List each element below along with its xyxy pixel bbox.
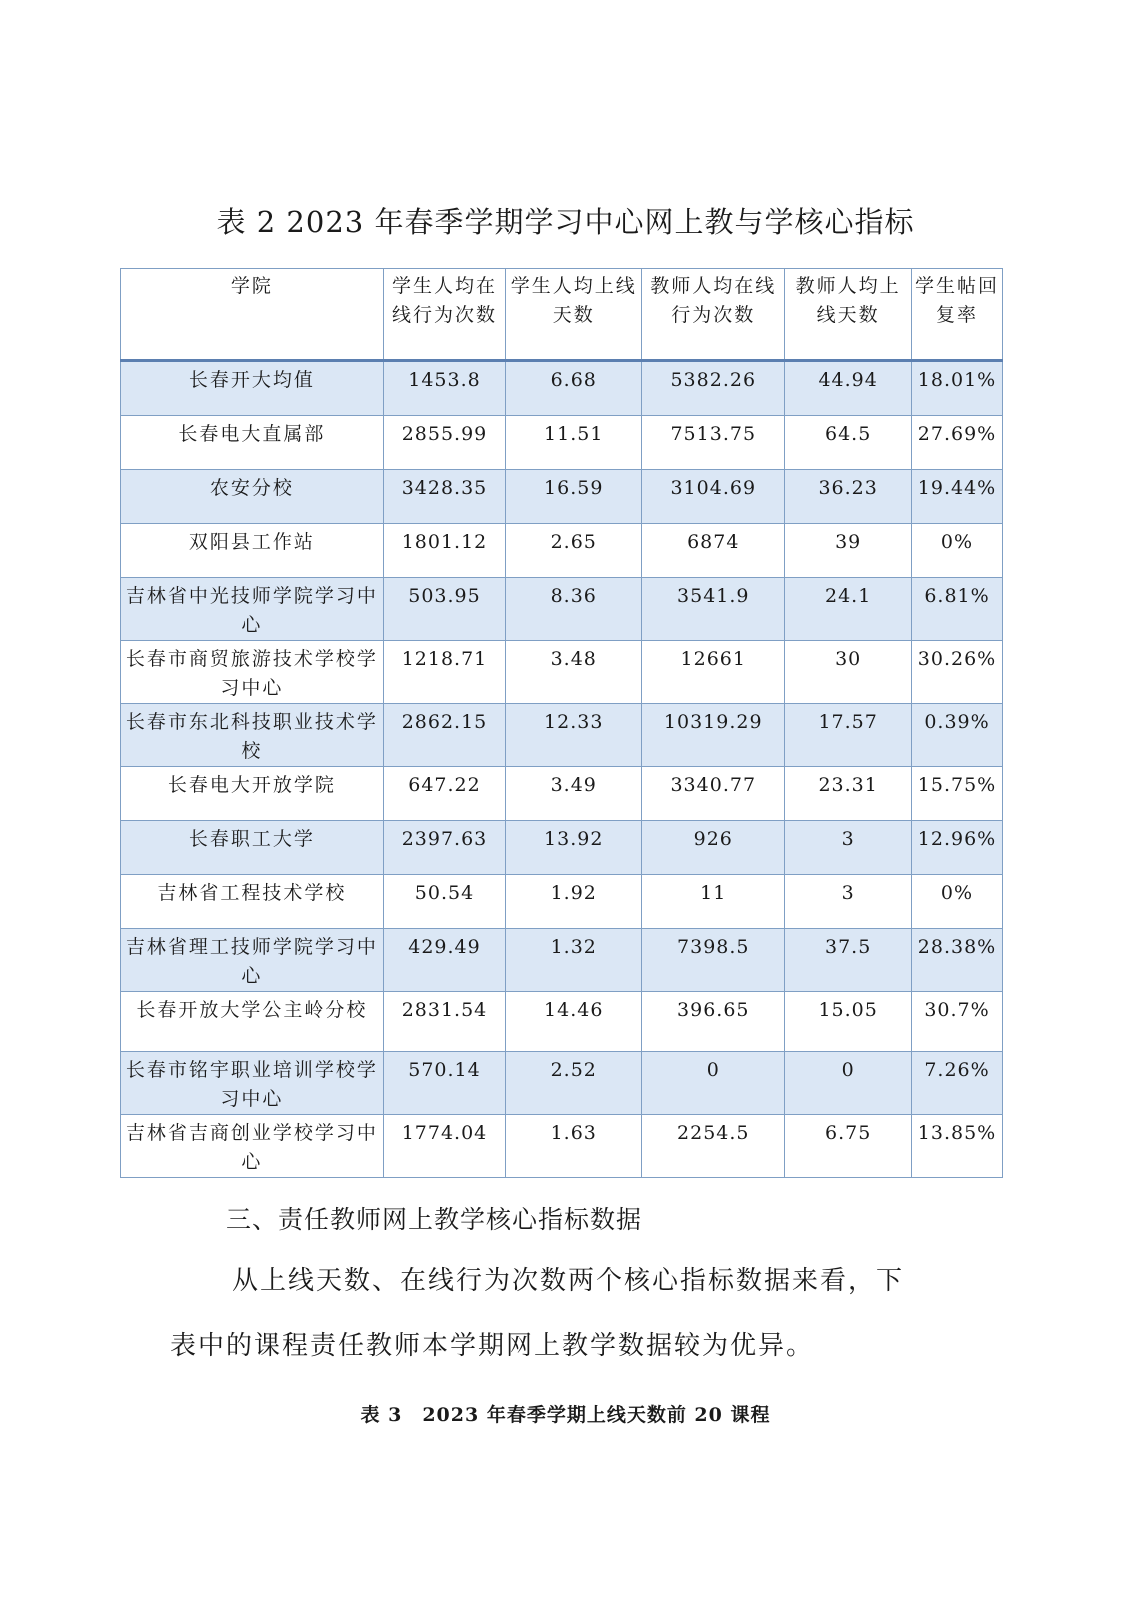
value-cell: 15.75% bbox=[912, 767, 1003, 821]
table-row bbox=[121, 704, 1003, 767]
paragraph-line: 表中的课程责任教师本学期网上教学数据较为优异。 bbox=[170, 1331, 815, 1361]
value-cell: 3 bbox=[785, 821, 912, 875]
value-cell: 0 bbox=[785, 1052, 912, 1115]
value-cell: 5382.26 bbox=[642, 361, 785, 416]
value-cell: 2254.5 bbox=[642, 1115, 785, 1178]
value-cell: 0.39% bbox=[912, 704, 1003, 767]
table-row bbox=[121, 821, 1003, 875]
college-name-cell: 长春电大开放学院 bbox=[121, 767, 384, 821]
table-row bbox=[121, 767, 1003, 821]
value-cell: 8.36 bbox=[506, 578, 642, 641]
value-cell: 2855.99 bbox=[383, 416, 506, 470]
value-cell: 0% bbox=[912, 524, 1003, 578]
college-name-cell: 吉林省吉商创业学校学习中心 bbox=[121, 1115, 384, 1178]
value-cell: 23.31 bbox=[785, 767, 912, 821]
college-name-cell: 长春职工大学 bbox=[121, 821, 384, 875]
table-row bbox=[121, 875, 1003, 929]
value-cell: 14.46 bbox=[506, 992, 642, 1052]
table-row bbox=[121, 524, 1003, 578]
value-cell: 1774.04 bbox=[383, 1115, 506, 1178]
value-cell: 17.57 bbox=[785, 704, 912, 767]
college-name-cell: 吉林省理工技师学院学习中心 bbox=[121, 929, 384, 992]
value-cell: 18.01% bbox=[912, 361, 1003, 416]
value-cell: 27.69% bbox=[912, 416, 1003, 470]
value-cell: 30.26% bbox=[912, 641, 1003, 704]
table3-caption: 表 3 2023 年春季学期上线天数前 20 课程 bbox=[360, 1404, 771, 1426]
value-cell: 1453.8 bbox=[383, 361, 506, 416]
table-row bbox=[121, 929, 1003, 992]
value-cell: 2.65 bbox=[506, 524, 642, 578]
value-cell: 44.94 bbox=[785, 361, 912, 416]
table-row bbox=[121, 1052, 1003, 1115]
value-cell: 19.44% bbox=[912, 470, 1003, 524]
college-name-cell: 双阳县工作站 bbox=[121, 524, 384, 578]
table-row bbox=[121, 416, 1003, 470]
value-cell: 503.95 bbox=[383, 578, 506, 641]
value-cell: 1.63 bbox=[506, 1115, 642, 1178]
value-cell: 10319.29 bbox=[642, 704, 785, 767]
college-name-cell: 农安分校 bbox=[121, 470, 384, 524]
value-cell: 36.23 bbox=[785, 470, 912, 524]
table-row bbox=[121, 361, 1003, 416]
value-cell: 30.7% bbox=[912, 992, 1003, 1052]
value-cell: 2831.54 bbox=[383, 992, 506, 1052]
value-cell: 12661 bbox=[642, 641, 785, 704]
value-cell: 429.49 bbox=[383, 929, 506, 992]
section-heading: 三、责任教师网上教学核心指标数据 bbox=[226, 1205, 643, 1234]
value-cell: 16.59 bbox=[506, 470, 642, 524]
college-name-cell: 吉林省中光技师学院学习中心 bbox=[121, 578, 384, 641]
value-cell: 1.92 bbox=[506, 875, 642, 929]
value-cell: 11 bbox=[642, 875, 785, 929]
value-cell: 2397.63 bbox=[383, 821, 506, 875]
value-cell: 6.68 bbox=[506, 361, 642, 416]
value-cell: 2862.15 bbox=[383, 704, 506, 767]
table-row bbox=[121, 641, 1003, 704]
value-cell: 1801.12 bbox=[383, 524, 506, 578]
value-cell: 570.14 bbox=[383, 1052, 506, 1115]
table-row bbox=[121, 470, 1003, 524]
value-cell: 0% bbox=[912, 875, 1003, 929]
value-cell: 1.32 bbox=[506, 929, 642, 992]
college-name-cell: 长春市东北科技职业技术学校 bbox=[121, 704, 384, 767]
value-cell: 3340.77 bbox=[642, 767, 785, 821]
value-cell: 7398.5 bbox=[642, 929, 785, 992]
value-cell: 28.38% bbox=[912, 929, 1003, 992]
table2-title: 表 2 2023 年春季学期学习中心网上教与学核心指标 bbox=[216, 205, 915, 239]
value-cell: 12.33 bbox=[506, 704, 642, 767]
value-cell: 6.81% bbox=[912, 578, 1003, 641]
value-cell: 6874 bbox=[642, 524, 785, 578]
value-cell: 3428.35 bbox=[383, 470, 506, 524]
value-cell: 2.52 bbox=[506, 1052, 642, 1115]
value-cell: 13.85% bbox=[912, 1115, 1003, 1178]
college-name-cell: 长春市铭宇职业培训学校学习中心 bbox=[121, 1052, 384, 1115]
value-cell: 12.96% bbox=[912, 821, 1003, 875]
value-cell: 30 bbox=[785, 641, 912, 704]
column-header: 学生帖回复率 bbox=[912, 269, 1003, 361]
value-cell: 37.5 bbox=[785, 929, 912, 992]
table-row bbox=[121, 578, 1003, 641]
college-name-cell: 吉林省工程技术学校 bbox=[121, 875, 384, 929]
value-cell: 3104.69 bbox=[642, 470, 785, 524]
college-name-cell: 长春开大均值 bbox=[121, 361, 384, 416]
value-cell: 24.1 bbox=[785, 578, 912, 641]
paragraph-line: 从上线天数、在线行为次数两个核心指标数据来看，下 bbox=[232, 1266, 905, 1296]
table-row bbox=[121, 1115, 1003, 1178]
value-cell: 647.22 bbox=[383, 767, 506, 821]
table-row bbox=[121, 992, 1003, 1052]
value-cell: 0 bbox=[642, 1052, 785, 1115]
value-cell: 396.65 bbox=[642, 992, 785, 1052]
value-cell: 3.48 bbox=[506, 641, 642, 704]
column-header: 学生人均在线行为次数 bbox=[383, 269, 506, 361]
value-cell: 7513.75 bbox=[642, 416, 785, 470]
value-cell: 926 bbox=[642, 821, 785, 875]
college-name-cell: 长春市商贸旅游技术学校学习中心 bbox=[121, 641, 384, 704]
column-header: 教师人均上线天数 bbox=[785, 269, 912, 361]
value-cell: 15.05 bbox=[785, 992, 912, 1052]
value-cell: 1218.71 bbox=[383, 641, 506, 704]
college-name-cell: 长春开放大学公主岭分校 bbox=[121, 992, 384, 1052]
value-cell: 6.75 bbox=[785, 1115, 912, 1178]
college-name-cell: 长春电大直属部 bbox=[121, 416, 384, 470]
value-cell: 64.5 bbox=[785, 416, 912, 470]
value-cell: 7.26% bbox=[912, 1052, 1003, 1115]
value-cell: 39 bbox=[785, 524, 912, 578]
column-header: 学生人均上线天数 bbox=[506, 269, 642, 361]
column-header: 学院 bbox=[121, 269, 384, 361]
value-cell: 3541.9 bbox=[642, 578, 785, 641]
value-cell: 3.49 bbox=[506, 767, 642, 821]
value-cell: 11.51 bbox=[506, 416, 642, 470]
value-cell: 50.54 bbox=[383, 875, 506, 929]
value-cell: 3 bbox=[785, 875, 912, 929]
table-header-row bbox=[121, 269, 1003, 361]
core-indicators-table bbox=[120, 268, 1003, 1178]
value-cell: 13.92 bbox=[506, 821, 642, 875]
column-header: 教师人均在线行为次数 bbox=[642, 269, 785, 361]
